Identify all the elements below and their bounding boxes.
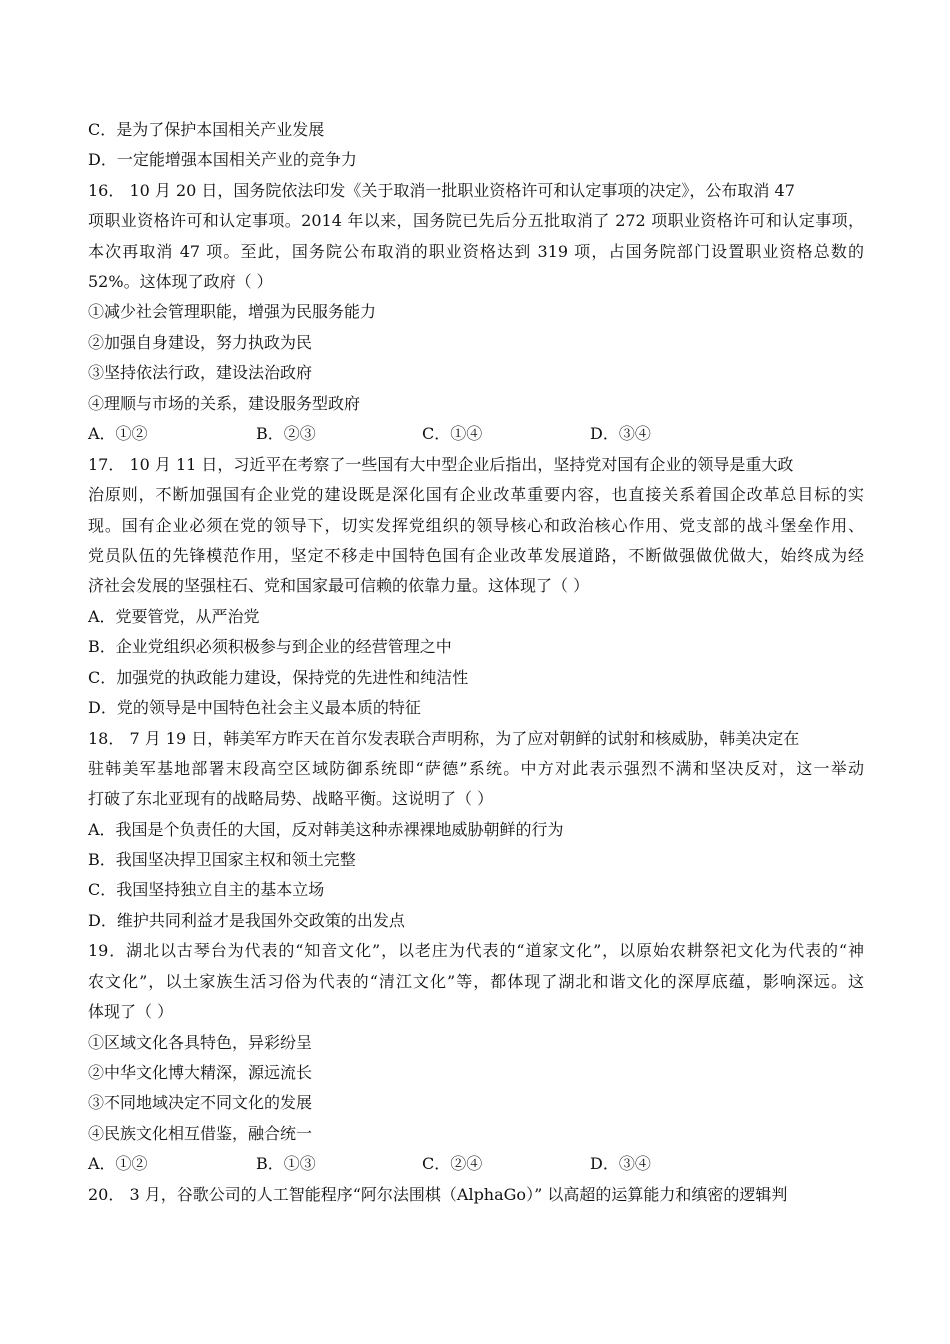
q16-stem-line-2: 项职业资格许可和认定事项。2014 年以来，国务院已先后分五批取消了 272 项职业资格许可和认定事项， xyxy=(88,211,864,230)
q17-stem-line-5: 济社会发展的坚强柱石、党和国家最可信赖的依靠力量。这体现了（ ） xyxy=(88,576,590,595)
q16-statement-1: ①减少社会管理职能，增强为民服务能力 xyxy=(88,302,377,321)
q18-option-b: B．我国坚决捍卫国家主权和领土完整 xyxy=(88,850,356,869)
q17-stem-line-3: 现。国有企业必须在党的领导下，切实发挥党组织的领导核心和政治核心作用、党支部的战斗堡垒作用、 xyxy=(88,516,864,535)
q17-stem-line-1: 17． 10 月 11 日，习近平在考察了一些国有大中型企业后指出，坚持党对国有企业的领导是重大政 xyxy=(88,455,794,474)
q16-option-b: B．②③ xyxy=(256,424,316,443)
q19-options xyxy=(88,1154,864,1174)
q18-option-d: D．维护共同利益才是我国外交政策的出发点 xyxy=(88,911,405,930)
q17-stem-line-4: 党员队伍的先锋模范作用，坚定不移走中国特色国有企业改革发展道路，不断做强做优做大，始终成为经 xyxy=(88,546,864,565)
q18-option-c: C．我国坚持独立自主的基本立场 xyxy=(88,880,325,899)
q19-option-a: A．①② xyxy=(88,1154,148,1173)
q19-statement-3: ③不同地域决定不同文化的发展 xyxy=(88,1093,313,1112)
q19-stem-line-3: 体现了（ ） xyxy=(88,1002,174,1021)
q17-option-a: A．党要管党，从严治党 xyxy=(88,607,260,626)
q20-stem-line-1: 20． 3 月，谷歌公司的人工智能程序“阿尔法围棋（AlphaGo）” 以高超的运算能力和缜密的逻辑判 xyxy=(88,1185,788,1204)
q16-statement-3: ③坚持依法行政，建设法治政府 xyxy=(88,363,313,382)
q19-option-c: C．②④ xyxy=(422,1154,483,1173)
q16-options xyxy=(88,424,864,444)
q19-stem-line-2: 农文化”，以土家族生活习俗为代表的“清江文化”等，都体现了湖北和谐文化的深厚底蕴，影响深远。这 xyxy=(88,972,864,991)
q16-statement-2: ②加强自身建设，努力执政为民 xyxy=(88,333,313,352)
q18-option-a: A．我国是个负责任的大国，反对韩美这种赤裸裸地威胁朝鲜的行为 xyxy=(88,820,564,839)
q18-stem-line-3: 打破了东北亚现有的战略局势、战略平衡。这说明了（ ） xyxy=(88,789,494,808)
q16-stem-line-4: 52%。这体现了政府（ ） xyxy=(88,272,273,291)
q17-stem-line-2: 治原则，不断加强国有企业党的建设既是深化国有企业改革重要内容，也直接关系着国企改革总目标的实 xyxy=(88,485,864,504)
q17-option-d: D．党的领导是中国特色社会主义最本质的特征 xyxy=(88,698,421,717)
q16-stem-line-1: 16． 10 月 20 日，国务院依法印发《关于取消一批职业资格许可和认定事项的决定》，公布取消 47 xyxy=(88,181,795,200)
q17-option-c: C．加强党的执政能力建设，保持党的先进性和纯洁性 xyxy=(88,668,469,687)
q19-statement-2: ②中华文化博大精深，源远流长 xyxy=(88,1063,313,1082)
q16-option-d: D．③④ xyxy=(590,424,651,443)
q16-option-c: C．①④ xyxy=(422,424,483,443)
q19-stem-line-1: 19．湖北以古琴台为代表的“知音文化”，以老庄为代表的“道家文化”，以原始农耕祭祀文化为代表的“神 xyxy=(88,941,864,960)
q16-stem-line-3: 本次再取消 47 项。至此，国务院公布取消的职业资格达到 319 项，占国务院部门设置职业资格总数的 xyxy=(88,242,864,261)
q18-stem-line-2: 驻韩美军基地部署末段高空区域防御系统即“萨德”系统。中方对此表示强烈不满和坚决反对，这一举动 xyxy=(88,759,864,778)
q15-option-c: C．是为了保护本国相关产业发展 xyxy=(88,120,325,139)
q19-option-b: B．①③ xyxy=(256,1154,316,1173)
q19-statement-4: ④民族文化相互借鉴，融合统一 xyxy=(88,1124,313,1143)
q18-stem-line-1: 18． 7 月 19 日，韩美军方昨天在首尔发表联合声明称，为了应对朝鲜的试射和核威胁，韩美决定在 xyxy=(88,729,800,748)
q15-option-d: D．一定能增强本国相关产业的竞争力 xyxy=(88,150,357,169)
q17-option-b: B．企业党组织必须积极参与到企业的经营管理之中 xyxy=(88,637,452,656)
q16-option-a: A．①② xyxy=(88,424,148,443)
q16-statement-4: ④理顺与市场的关系，建设服务型政府 xyxy=(88,394,361,413)
q19-option-d: D．③④ xyxy=(590,1154,651,1173)
q19-statement-1: ①区域文化各具特色，异彩纷呈 xyxy=(88,1033,313,1052)
